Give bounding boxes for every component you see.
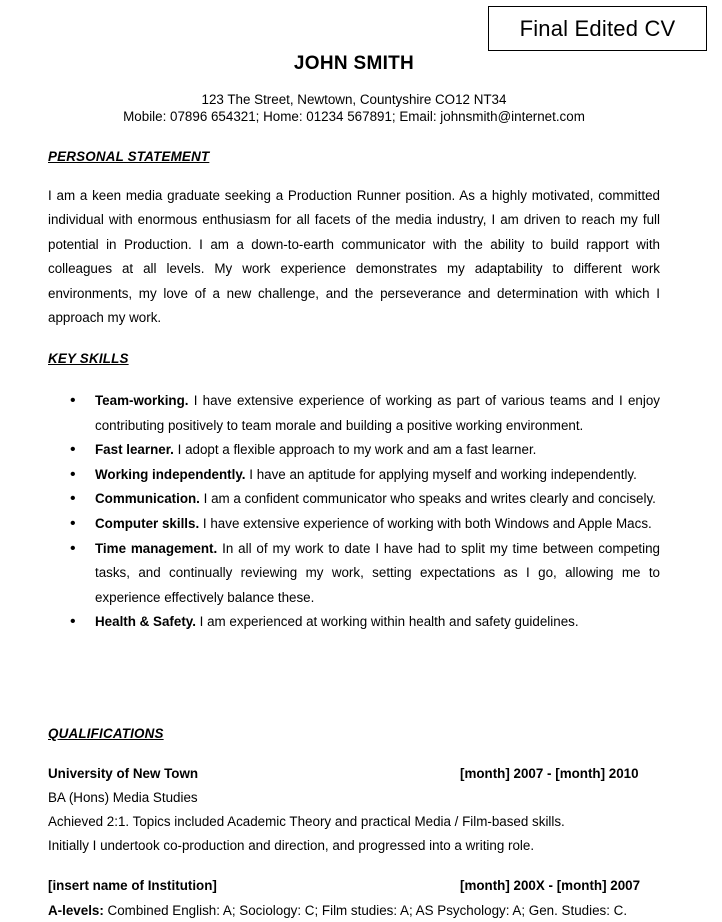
bullet-icon: • xyxy=(70,465,76,483)
key-skills-list xyxy=(48,389,660,635)
qualifications-heading: QUALIFICATIONS xyxy=(48,726,164,741)
skill-title: Time management. xyxy=(95,540,218,556)
bullet-icon: • xyxy=(70,514,76,532)
alevels-text: Combined English: A; Sociology: C; Film studies: A; AS Psychology: A; Gen. Studies: C. xyxy=(103,903,628,918)
institution-name: University of New Town xyxy=(48,766,199,781)
skill-text: I have extensive experience of working as part of various teams and I enjoy contributing positively to team morale and building a positive working environment. xyxy=(95,393,660,433)
skill-title: Communication. xyxy=(95,491,200,507)
skill-text: I am a confident communicator who speaks and writes clearly and concisely. xyxy=(199,491,656,507)
personal-statement-heading: PERSONAL STATEMENT xyxy=(48,149,210,164)
cv-contact: Mobile: 07896 654321; Home: 01234 567891; Email: johnsmith@internet.com xyxy=(123,109,585,124)
bullet-icon: • xyxy=(70,441,76,459)
skill-item-health-safety xyxy=(48,610,660,635)
cv-name: JOHN SMITH xyxy=(293,53,415,74)
qualification-row xyxy=(48,766,646,781)
personal-statement-text: I am a keen media graduate seeking a Production Runner position. As a highly motivated, committed individual with enormous enthusiasm for all facets of the media industry, I am driven to reach my full potential in Production. I am a down-to-earth communicator with the ability to build rapport with colleagues at all levels. My work experience demonstrates my adaptability to different work environments, my love of a new challenge, and the perseverance and determination with which I approach my work. xyxy=(48,188,660,326)
skill-item-computer-skills xyxy=(48,512,660,537)
qualification-row xyxy=(48,878,646,893)
alevels-label: A-levels: xyxy=(48,903,104,918)
skill-item-fast-learner xyxy=(48,438,660,463)
skill-item-time-management xyxy=(48,537,660,611)
bullet-icon: • xyxy=(70,392,76,409)
skill-title: Fast learner. xyxy=(95,442,174,458)
skill-title: Working independently. xyxy=(95,466,246,482)
qualification-detail: Achieved 2:1. Topics included Academic Theory and practical Media / Film-based skills. xyxy=(48,814,565,829)
skill-text: I have an aptitude for applying myself and working independently. xyxy=(245,466,637,482)
skill-item-team-working xyxy=(48,389,660,438)
qualification-dates: [month] 200X - [month] 2007 xyxy=(460,878,641,893)
bullet-icon: • xyxy=(70,613,76,631)
skill-title: Health & Safety. xyxy=(95,614,196,630)
skill-text: I adopt a flexible approach to my work and am a fast learner. xyxy=(173,442,537,458)
bullet-icon: • xyxy=(70,490,76,508)
bullet-icon: • xyxy=(70,539,76,557)
qualification-dates: [month] 2007 - [month] 2010 xyxy=(460,766,639,781)
key-skills-heading: KEY SKILLS xyxy=(48,351,129,366)
alevels-line xyxy=(48,903,627,918)
skill-text: I have extensive experience of working with both Windows and Apple Macs. xyxy=(199,515,652,531)
cv-address: 123 The Street, Newtown, Countyshire CO12 NT34 xyxy=(201,92,507,107)
skill-item-communication xyxy=(48,487,660,512)
skill-title: Team-working. xyxy=(95,393,189,408)
skill-title: Computer skills. xyxy=(95,515,200,531)
skill-text: In all of my work to date I have had to split my time between competing tasks, and continually reviewing my work, setting expectations as I go, allowing me to experience effectively balance these. xyxy=(95,540,660,605)
skill-text: I am experienced at working within health and safety guidelines. xyxy=(195,614,579,630)
qualification-detail: Initially I undertook co-production and direction, and progressed into a writing role. xyxy=(48,838,535,853)
institution-name: [insert name of Institution] xyxy=(48,878,217,893)
qualification-degree: BA (Hons) Media Studies xyxy=(48,790,198,805)
document-tag-box: Final Edited CV xyxy=(488,6,707,51)
skill-item-working-independently xyxy=(48,463,660,488)
